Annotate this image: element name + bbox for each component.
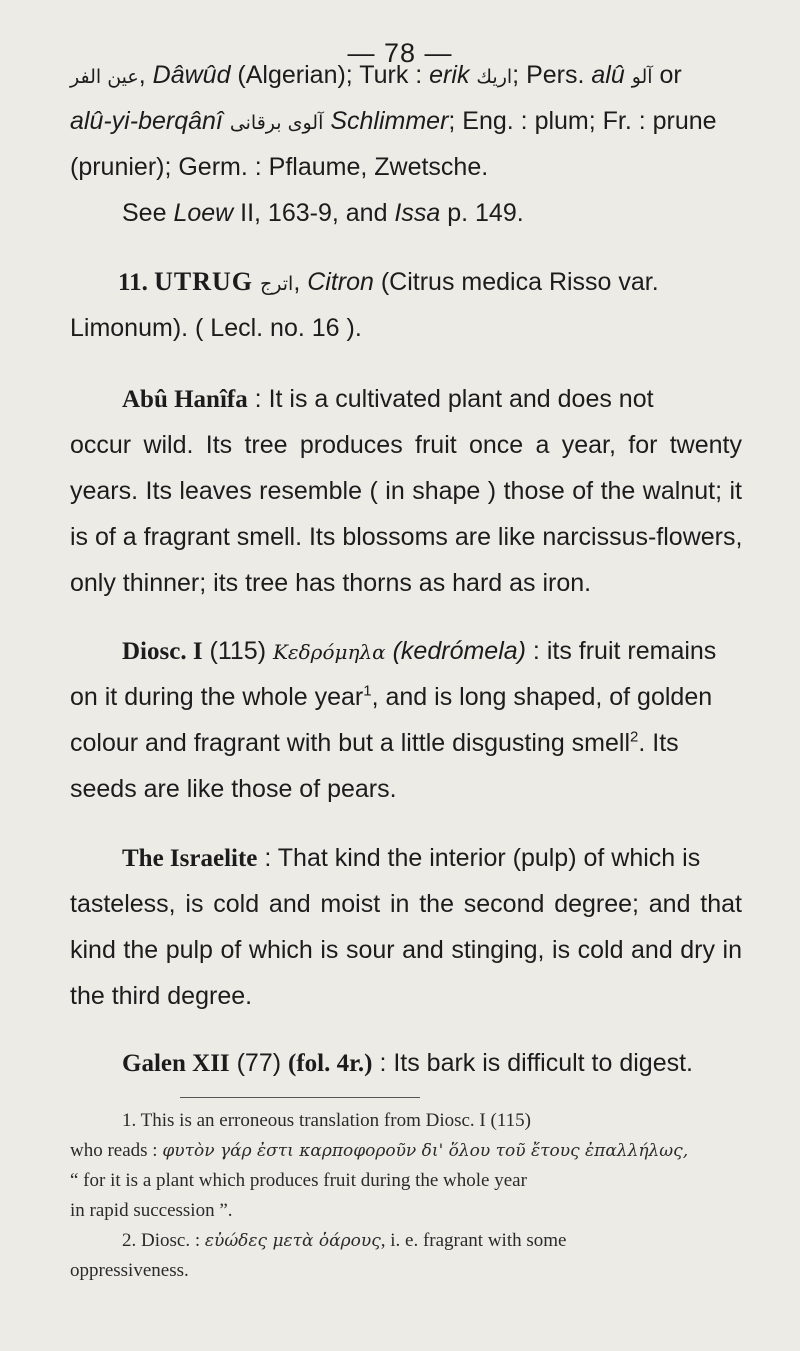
arabic-term: اترج (259, 273, 294, 295)
source-name: Diosc. I (122, 638, 203, 665)
text-line-16: The Israelite : That kind the interior (pulp) of which is (122, 844, 701, 872)
entry-title: UTRUG (154, 267, 254, 296)
author-name: Dâwûd (152, 61, 231, 89)
source-name: Galen XII (122, 1050, 230, 1077)
footnote-ref: 1 (363, 682, 372, 700)
arabic-term: آلوی برقانی (229, 112, 324, 134)
footnote-1: 1. This is an erroneous translation from Diosc. I (115) (122, 1110, 531, 1131)
text-line-9: years. Its leaves resemble ( in shape ) those of the walnut; it (70, 477, 742, 505)
footnote-divider (180, 1097, 420, 1098)
text-line-7: Abû Hanîfa : It is a cultivated plant and does not (122, 385, 654, 413)
source-name: The Israelite (122, 845, 258, 872)
text-line-4: See Loew II, 163-9, and Issa p. 149. (122, 199, 524, 227)
greek-quote: εὐώδες μετὰ ὁάρους (204, 1231, 381, 1251)
footnote-1-line-3: “ for it is a plant which produces fruit during the whole year (70, 1170, 527, 1191)
footnote-1-line-2: who reads : φυτὸν γάρ ἐστι καρποφοροῦν δι' ὅλου τοῦ ἔτους ἐπαλλήλως, (70, 1140, 689, 1161)
text-line-20: Galen XII (77) (fol. 4r.) : Its bark is difficult to digest. (122, 1049, 694, 1077)
footnote-2-line-2: oppressiveness. (70, 1260, 189, 1281)
text-line-15: seeds are like those of pears. (70, 775, 397, 803)
text-line-8: occur wild. Its tree produces fruit once a year, for twenty (70, 431, 742, 459)
greek-quote: φυτὸν γάρ ἐστι καρποφοροῦν δι' ὅλου τοῦ ἔτους ἐπαλλήλως, (162, 1141, 689, 1161)
entry-heading: 11. UTRUG اترج, Citron (Citrus medica Risso var. (118, 267, 659, 296)
text-line-18: kind the pulp of which is sour and stinging, is cold and dry in (70, 936, 742, 964)
greek-term: Κεδρόμηλα (272, 640, 386, 664)
arabic-term: اريك (476, 66, 513, 88)
source-name: Abû Hanîfa (122, 386, 248, 413)
footnote-ref: 2 (630, 728, 639, 746)
footnote-1-line-4: in rapid succession ”. (70, 1200, 233, 1221)
text-line-10: is of a fragrant smell. Its blossoms are like narcissus-flowers, (70, 523, 743, 551)
text-line-11: only thinner; its tree has thorns as hard as iron. (70, 569, 592, 597)
footnote-2: 2. Diosc. : εὐώδες μετὰ ὁάρους, i. e. fragrant with some (122, 1230, 567, 1251)
text-line-6: Limonum). ( Lecl. no. 16 ). (70, 314, 362, 342)
page-number: — 78 — (347, 38, 453, 68)
text-line-3: (prunier); Germ. : Pflaume, Zwetsche. (70, 153, 489, 181)
text-line-2: alû-yi-berqânî آلوی برقانی Schlimmer; Eng. : plum; Fr. : prune (70, 107, 717, 135)
text-line-1: عين الفر, Dâwûd (Algerian); Turk : erik اريك; Pers. alû آلو or (70, 61, 682, 89)
arabic-term: آلو (631, 66, 653, 88)
text-line-17: tasteless, is cold and moist in the second degree; and that (70, 890, 742, 918)
text-line-13: on it during the whole year$^1$, and is long shaped, of golden (70, 682, 713, 711)
arabic-term: عين الفر (70, 66, 139, 88)
text-line-12: Diosc. I (115) Κεδρόμηλα (kedrómela) : its fruit remains (122, 637, 717, 665)
text-line-19: the third degree. (70, 982, 253, 1010)
text-line-14: colour and fragrant with but a little disgusting smell$^2$. Its (70, 728, 679, 757)
